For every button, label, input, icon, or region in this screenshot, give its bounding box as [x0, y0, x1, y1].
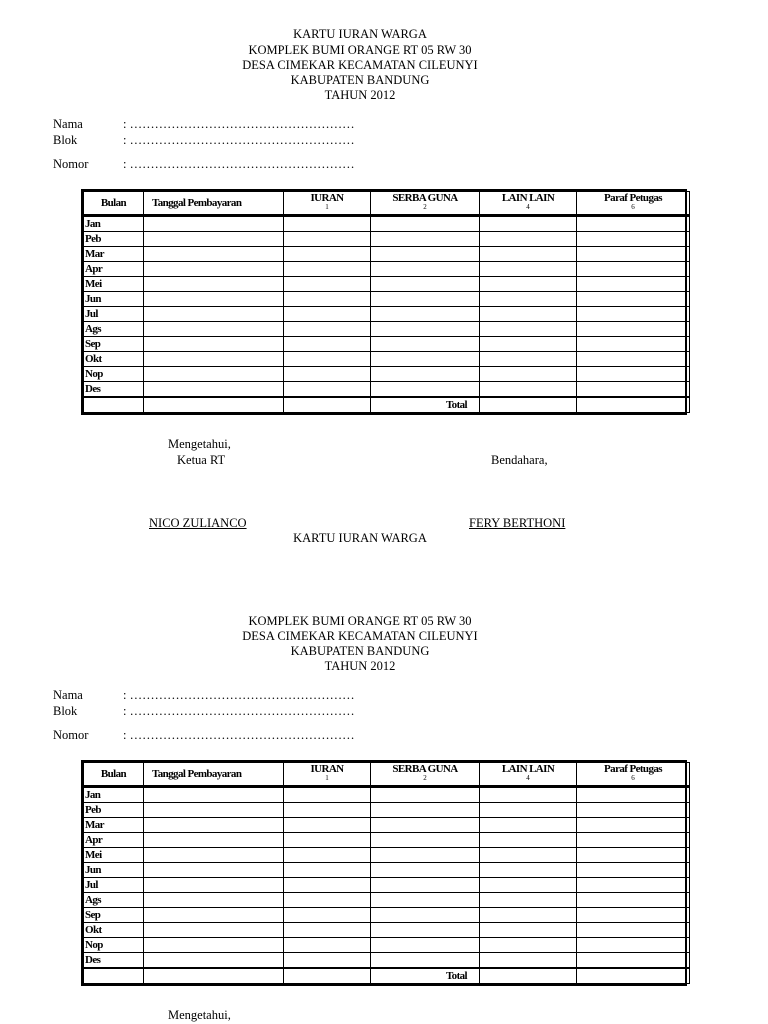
column-number: 6: [631, 203, 635, 211]
table-row: [84, 863, 690, 878]
table-row: [84, 818, 690, 833]
blank-cell: [144, 337, 284, 352]
blank-cell: [284, 968, 371, 984]
blank-cell: [284, 908, 371, 923]
blank-cell: [284, 833, 371, 848]
column-header-label: SERBA GUNA: [392, 192, 458, 204]
blank-cell: [480, 337, 577, 352]
field-nama: [53, 688, 355, 703]
blank-cell: [480, 322, 577, 337]
field-blank: : ………………………………………………: [123, 117, 355, 131]
blank-cell: [144, 893, 284, 908]
blank-cell: [284, 878, 371, 893]
blank-cell: [371, 232, 480, 247]
blank-cell: [84, 968, 144, 984]
blank-cell: [480, 262, 577, 277]
blank-cell: [144, 382, 284, 398]
total-row: [84, 397, 690, 413]
blank-cell: [371, 908, 480, 923]
card-village: DESA CIMEKAR KECAMATAN CILEUNYI: [242, 58, 478, 72]
table-header-row: [84, 763, 690, 787]
blank-cell: [371, 367, 480, 382]
field-blank: : ………………………………………………: [123, 133, 355, 147]
bendahara-name: FERY BERTHONI: [469, 516, 566, 530]
field-blank: : ………………………………………………: [123, 688, 355, 702]
blank-cell: [480, 247, 577, 262]
table-row: [84, 382, 690, 398]
month-cell: Peb: [84, 232, 144, 247]
column-number: 4: [526, 203, 530, 211]
field-label: Nomor: [53, 728, 89, 742]
blank-cell: [284, 953, 371, 969]
blank-cell: [284, 216, 371, 232]
bendahara-label: Bendahara,: [491, 453, 548, 467]
blank-cell: [371, 322, 480, 337]
blank-cell: [480, 893, 577, 908]
blank-cell: [284, 352, 371, 367]
blank-cell: [144, 848, 284, 863]
table-row: [84, 262, 690, 277]
blank-cell: [144, 803, 284, 818]
field-blank: : ………………………………………………: [123, 157, 355, 171]
blank-cell: [144, 878, 284, 893]
blank-cell: [480, 908, 577, 923]
mengetahui-label: Mengetahui,: [168, 1008, 231, 1022]
blank-cell: [480, 818, 577, 833]
blank-cell: [144, 938, 284, 953]
column-number: 6: [631, 774, 635, 782]
field-label: Nama: [53, 688, 83, 702]
column-number: 4: [526, 774, 530, 782]
column-header-label: Bulan: [100, 768, 127, 780]
blank-cell: [371, 863, 480, 878]
field-nama: [53, 117, 355, 132]
month-cell: Des: [84, 953, 144, 969]
field-label: Blok: [53, 133, 78, 147]
blank-cell: [371, 923, 480, 938]
blank-cell: [577, 848, 690, 863]
blank-cell: [577, 262, 690, 277]
blank-cell: [577, 322, 690, 337]
table-row: [84, 367, 690, 382]
blank-cell: [284, 322, 371, 337]
table-row: [84, 322, 690, 337]
column-header: [480, 192, 577, 216]
blank-cell: [480, 787, 577, 803]
month-cell: Jul: [84, 307, 144, 322]
blank-cell: [371, 352, 480, 367]
blank-cell: [371, 382, 480, 398]
month-cell: Jan: [84, 216, 144, 232]
blank-cell: [577, 938, 690, 953]
payment-table-2: [81, 760, 687, 986]
blank-cell: [577, 277, 690, 292]
blank-cell: [144, 277, 284, 292]
total-label: Total: [371, 397, 480, 413]
blank-cell: [371, 848, 480, 863]
table-row: [84, 337, 690, 352]
month-cell: Mei: [84, 277, 144, 292]
month-cell: Jun: [84, 292, 144, 307]
blank-cell: [577, 833, 690, 848]
month-cell: Okt: [84, 352, 144, 367]
table-row: [84, 277, 690, 292]
table-header-row: [84, 192, 690, 216]
blank-cell: [144, 262, 284, 277]
table-row: [84, 923, 690, 938]
blank-cell: [371, 307, 480, 322]
card-year: TAHUN 2012: [324, 88, 396, 102]
blank-cell: [284, 787, 371, 803]
column-header-label: SERBA GUNA: [392, 763, 458, 775]
table-row: [84, 878, 690, 893]
blank-cell: [577, 908, 690, 923]
blank-cell: [577, 232, 690, 247]
blank-cell: [480, 968, 577, 984]
blank-cell: [144, 232, 284, 247]
card-title: KARTU IURAN WARGA: [293, 531, 427, 545]
blank-cell: [480, 863, 577, 878]
blank-cell: [577, 292, 690, 307]
blank-cell: [480, 277, 577, 292]
blank-cell: [144, 307, 284, 322]
month-cell: Apr: [84, 833, 144, 848]
blank-cell: [144, 247, 284, 262]
column-header: [144, 763, 284, 787]
field-blok: [53, 704, 355, 719]
blank-cell: [144, 818, 284, 833]
column-number: 2: [423, 203, 427, 211]
table-row: [84, 787, 690, 803]
blank-cell: [480, 848, 577, 863]
blank-cell: [84, 397, 144, 413]
table-row: [84, 938, 690, 953]
column-header-label: Tanggal Pembayaran: [152, 768, 242, 780]
blank-cell: [284, 247, 371, 262]
field-label: Nama: [53, 117, 83, 131]
month-cell: Peb: [84, 803, 144, 818]
column-header-label: IURAN: [310, 192, 344, 204]
table-row: [84, 953, 690, 969]
column-header-label: LAIN LAIN: [501, 192, 555, 204]
column-header-label: Tanggal Pembayaran: [152, 197, 242, 209]
blank-cell: [284, 848, 371, 863]
blank-cell: [144, 863, 284, 878]
blank-cell: [371, 803, 480, 818]
blank-cell: [371, 878, 480, 893]
blank-cell: [284, 938, 371, 953]
blank-cell: [284, 923, 371, 938]
month-cell: Mei: [84, 848, 144, 863]
blank-cell: [371, 893, 480, 908]
column-header: [144, 192, 284, 216]
blank-cell: [371, 833, 480, 848]
column-header: [577, 763, 690, 787]
blank-cell: [577, 863, 690, 878]
blank-cell: [284, 232, 371, 247]
blank-cell: [371, 938, 480, 953]
blank-cell: [144, 322, 284, 337]
blank-cell: [144, 397, 284, 413]
table-row: [84, 247, 690, 262]
mengetahui-label: Mengetahui,: [168, 437, 231, 451]
table-row: [84, 292, 690, 307]
blank-cell: [577, 382, 690, 398]
card-title: KARTU IURAN WARGA: [293, 27, 427, 41]
payment-table-1: [81, 189, 687, 415]
column-header: [84, 763, 144, 787]
blank-cell: [480, 232, 577, 247]
blank-cell: [144, 216, 284, 232]
blank-cell: [480, 292, 577, 307]
field-nomor: [53, 157, 355, 172]
blank-cell: [480, 367, 577, 382]
table-row: [84, 803, 690, 818]
blank-cell: [144, 833, 284, 848]
blank-cell: [284, 262, 371, 277]
blank-cell: [371, 818, 480, 833]
blank-cell: [144, 292, 284, 307]
field-blok: [53, 133, 355, 148]
card-village: DESA CIMEKAR KECAMATAN CILEUNYI: [242, 629, 478, 643]
column-header-label: Bulan: [100, 197, 127, 209]
month-cell: Jan: [84, 787, 144, 803]
blank-cell: [284, 382, 371, 398]
column-header: [577, 192, 690, 216]
blank-cell: [284, 337, 371, 352]
blank-cell: [371, 953, 480, 969]
month-cell: Mar: [84, 818, 144, 833]
blank-cell: [480, 397, 577, 413]
blank-cell: [577, 893, 690, 908]
card-year: TAHUN 2012: [324, 659, 396, 673]
blank-cell: [577, 818, 690, 833]
blank-cell: [577, 787, 690, 803]
blank-cell: [371, 216, 480, 232]
table-row: [84, 848, 690, 863]
column-number: 1: [325, 774, 329, 782]
blank-cell: [144, 352, 284, 367]
blank-cell: [577, 923, 690, 938]
column-header: [284, 192, 371, 216]
column-header: [284, 763, 371, 787]
blank-cell: [480, 307, 577, 322]
column-header-label: Paraf Petugas: [604, 192, 662, 204]
blank-cell: [577, 352, 690, 367]
month-cell: Jul: [84, 878, 144, 893]
blank-cell: [371, 247, 480, 262]
blank-cell: [577, 337, 690, 352]
table-row: [84, 908, 690, 923]
blank-cell: [371, 337, 480, 352]
table-row: [84, 307, 690, 322]
blank-cell: [577, 878, 690, 893]
column-header-label: LAIN LAIN: [501, 763, 555, 775]
column-header: [84, 192, 144, 216]
month-cell: Mar: [84, 247, 144, 262]
month-cell: Des: [84, 382, 144, 398]
field-label: Blok: [53, 704, 78, 718]
column-header: [371, 763, 480, 787]
total-row: [84, 968, 690, 984]
blank-cell: [284, 818, 371, 833]
field-blank: : ………………………………………………: [123, 704, 355, 718]
blank-cell: [144, 923, 284, 938]
blank-cell: [577, 307, 690, 322]
blank-cell: [577, 968, 690, 984]
blank-cell: [144, 787, 284, 803]
month-cell: Nop: [84, 938, 144, 953]
blank-cell: [371, 292, 480, 307]
card-complex: KOMPLEK BUMI ORANGE RT 05 RW 30: [248, 43, 472, 57]
blank-cell: [284, 277, 371, 292]
blank-cell: [284, 292, 371, 307]
month-cell: Okt: [84, 923, 144, 938]
card-regency: KABUPATEN BANDUNG: [290, 73, 430, 87]
blank-cell: [480, 216, 577, 232]
month-cell: Sep: [84, 337, 144, 352]
blank-cell: [284, 863, 371, 878]
blank-cell: [480, 382, 577, 398]
column-header-label: Paraf Petugas: [604, 763, 662, 775]
card-regency: KABUPATEN BANDUNG: [290, 644, 430, 658]
month-cell: Ags: [84, 322, 144, 337]
blank-cell: [577, 216, 690, 232]
table-row: [84, 232, 690, 247]
ketua-rt-name: NICO ZULIANCO: [149, 516, 247, 530]
blank-cell: [480, 803, 577, 818]
column-number: 1: [325, 203, 329, 211]
blank-cell: [480, 953, 577, 969]
month-cell: Ags: [84, 893, 144, 908]
blank-cell: [480, 938, 577, 953]
blank-cell: [577, 397, 690, 413]
blank-cell: [284, 397, 371, 413]
table-row: [84, 352, 690, 367]
column-header-label: IURAN: [310, 763, 344, 775]
column-header: [480, 763, 577, 787]
ketua-rt-label: Ketua RT: [177, 453, 226, 467]
blank-cell: [577, 367, 690, 382]
month-cell: Apr: [84, 262, 144, 277]
column-number: 2: [423, 774, 427, 782]
month-cell: Sep: [84, 908, 144, 923]
blank-cell: [577, 953, 690, 969]
field-label: Nomor: [53, 157, 89, 171]
table-row: [84, 833, 690, 848]
blank-cell: [480, 352, 577, 367]
blank-cell: [284, 367, 371, 382]
month-cell: Nop: [84, 367, 144, 382]
field-blank: : ………………………………………………: [123, 728, 355, 742]
field-nomor: [53, 728, 355, 743]
blank-cell: [371, 787, 480, 803]
blank-cell: [371, 262, 480, 277]
blank-cell: [284, 893, 371, 908]
table-row: [84, 893, 690, 908]
card-complex: KOMPLEK BUMI ORANGE RT 05 RW 30: [248, 614, 472, 628]
month-cell: Jun: [84, 863, 144, 878]
blank-cell: [480, 923, 577, 938]
total-label: Total: [371, 968, 480, 984]
blank-cell: [284, 803, 371, 818]
blank-cell: [144, 908, 284, 923]
blank-cell: [577, 247, 690, 262]
blank-cell: [371, 277, 480, 292]
blank-cell: [144, 953, 284, 969]
blank-cell: [144, 968, 284, 984]
table-row: [84, 216, 690, 232]
blank-cell: [144, 367, 284, 382]
blank-cell: [480, 833, 577, 848]
column-header: [371, 192, 480, 216]
blank-cell: [577, 803, 690, 818]
blank-cell: [480, 878, 577, 893]
blank-cell: [284, 307, 371, 322]
